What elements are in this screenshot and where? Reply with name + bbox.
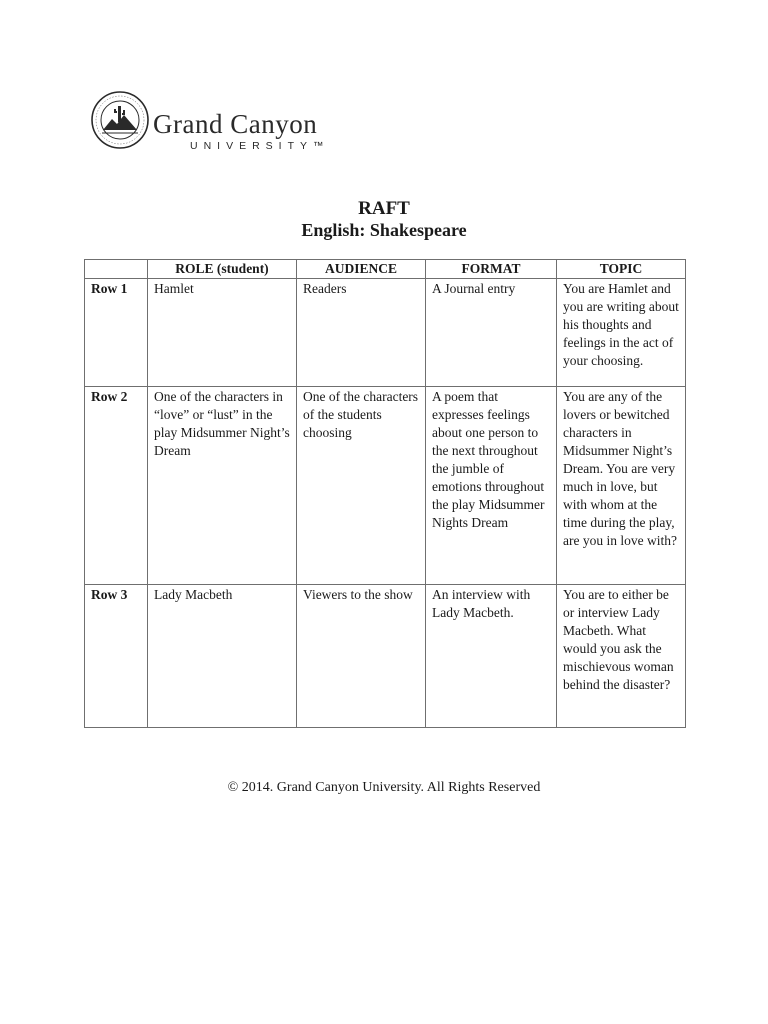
copyright-footer: © 2014. Grand Canyon University. All Rights Reserved [227,780,541,795]
topic-cell: You are Hamlet and you are writing about his thoughts and feelings in the act of your choosing. [557,279,686,387]
document-title: RAFT [358,198,410,219]
row-label: Row 3 [85,585,148,728]
topic-cell: You are any of the lovers or bewitched characters in Midsummer Night’s Dream. You are very much in love, but with whom at the time during the play, are you in love with? [557,387,686,585]
document-subtitle: English: Shakespeare [301,220,467,240]
format-cell: A poem that expresses feelings about one person to the next throughout the jumble of emotions throughout the play Midsummer Nights Dream [426,387,557,585]
row-label: Row 2 [85,387,148,585]
header-audience: AUDIENCE [297,260,426,279]
table-row [85,279,686,387]
header-role: ROLE (student) [148,260,297,279]
audience-cell: Readers [297,279,426,387]
format-cell: A Journal entry [426,279,557,387]
university-seal-icon [90,90,150,150]
university-logo [90,90,370,160]
logo-wordmark: Grand Canyon [153,109,318,139]
logo-subtitle: UNIVERSITY™ [190,140,330,152]
raft-table [84,259,686,728]
header-blank [85,260,148,279]
topic-cell: You are to either be or interview Lady Macbeth. What would you ask the mischievous woman behind the disaster? [557,585,686,728]
role-cell: One of the characters in “love” or “lust” in the play Midsummer Night’s Dream [148,387,297,585]
header-format: FORMAT [426,260,557,279]
role-cell: Hamlet [148,279,297,387]
format-cell: An interview with Lady Macbeth. [426,585,557,728]
audience-cell: One of the characters of the students choosing [297,387,426,585]
table-row [85,387,686,585]
table-header-row [85,260,686,279]
table-row [85,585,686,728]
audience-cell: Viewers to the show [297,585,426,728]
header-topic: TOPIC [557,260,686,279]
role-cell: Lady Macbeth [148,585,297,728]
row-label: Row 1 [85,279,148,387]
